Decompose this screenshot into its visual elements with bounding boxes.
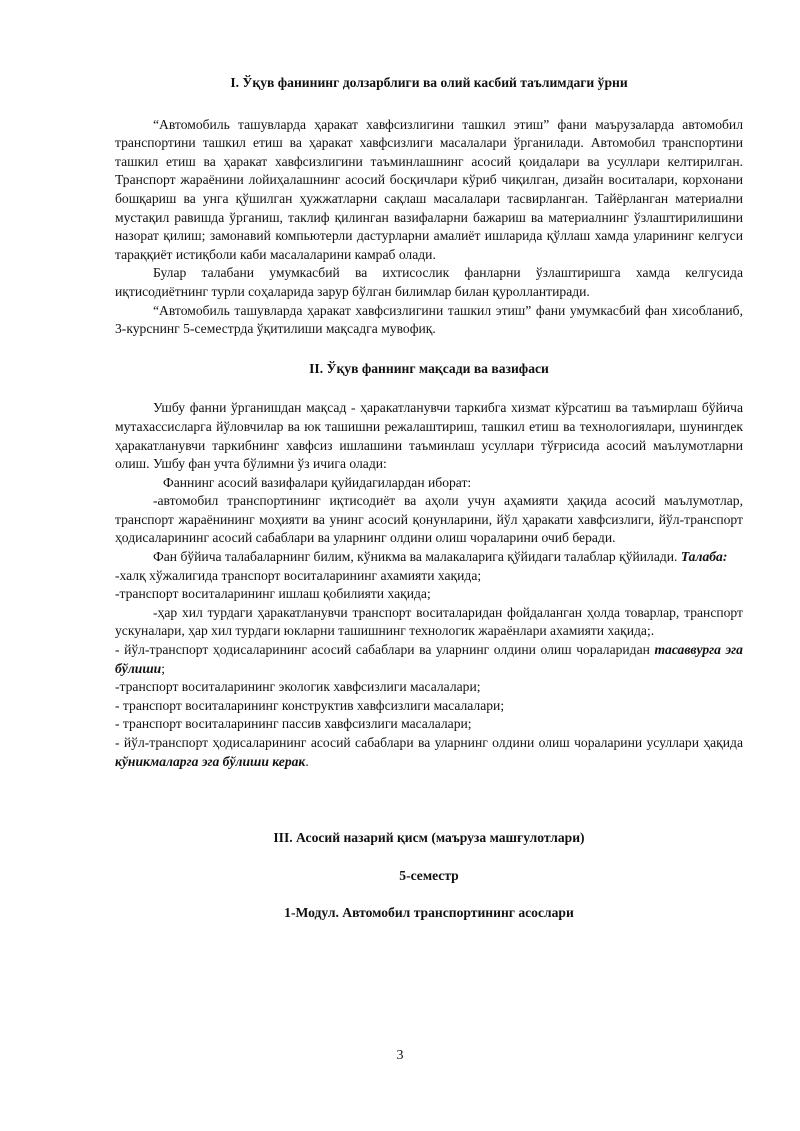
section-2-paragraph-3: -автомобил транспортининг иқтисодиёт ва аҳоли учун аҳамияти ҳақида асосий маълумотлар, транспорт жараёнининг моҳияти ва унинг асосий қонунларини, йўл ҳаракати хавфсизлиги, йўл-транспорт ҳодисаларининг асосий сабаблари ва уларнинг олдини олиш чораларини очиб беради. (115, 493, 743, 546)
section-1-heading: I. Ўқув фанининг долзарблиги ва олий касбий таълимдаги ўрни (230, 75, 628, 90)
section-2-paragraph-4 (115, 548, 743, 567)
list-item-6: - транспорт воситаларининг конструктив хавфсизлиги масалалари; (115, 697, 505, 713)
student-label: Талаба: (680, 549, 728, 565)
list-item-4-end: ; (161, 660, 166, 676)
list-item-8 (115, 734, 743, 771)
list-item-4-emphasis: тасаввурга эга бўлиши (115, 642, 743, 676)
module-heading: 1-Модул. Автомобил транспортининг асослари (284, 905, 574, 921)
list-item-1: -халқ хўжалигида транспорт воситаларининг ахамияти хақида; (115, 567, 482, 583)
list-item-8-emphasis: кўникмаларга эга бўлиши керак (115, 753, 306, 769)
section-1-paragraph-1: “Автомобиль ташувларда ҳаракат хавфсизлигини ташкил этиш” фани маърузаларда автомобил транспортини ташкил етиш ва ҳаракат хавфсизлиги масалалари ўрганилади. Автомобил транспортини ташкил етиш ва ҳаракат хавфсизлигини таъминлашнинг асосий қоидалари ва усуллари келтирилган. Транспорт жараёнини лойиҳалашнинг асосий босқичлари кўриб чиқилган, дизайн воситалари, корхонани бошқариш ва унга қўшилган ҳужжатларни сақлаш масалалари тасвирланган. Тайёрланган материални мустақил равишда ўрганиш, таклиф қилинган вазифаларни бажариш ва материалнинг ўзлаштирилишини назорат қилиш; замонавий компьютерли дастурларни амалиёт ишларида қўллаш хамда уларининг келгуси тараққиёт истиқболи каби масалаларини камраб олади. (115, 116, 743, 262)
list-item-4-text: - йўл-транспорт ҳодисаларининг асосий сабаблари ва уларнинг олдини олиш чораларидан (115, 642, 655, 658)
section-1-paragraph-2: Булар талабани умумкасбий ва ихтисослик фанларни ўзлаштиришга хамда келгусида иқтисодиётнинг турли соҳаларида зарур бўлган билимлар билан қуроллантиради. (115, 265, 743, 299)
section-2-paragraph-2: Фаннинг асосий вазифалари қуйидагилардан иборат: (163, 474, 472, 490)
list-item-3: -ҳар хил турдаги ҳаракатланувчи транспорт воситаларидан фойдаланган ҳолда товарлар, транспорт ускуналари, ҳар хил турдаги юкларни ташишнинг технологик жараёнлари ахамияти хақида;. (115, 604, 743, 639)
document-page (115, 74, 743, 923)
paragraph-4-text: Фан бўйича талабаларнинг билим, кўникма ва малакаларига қўйидаги талаблар қўйилади. (153, 549, 681, 565)
section-2-paragraph-1: Ушбу фанни ўрганишдан мақсад - ҳаракатланувчи таркибга хизмат кўрсатиш ва таъмирлаш бўйича мутахассисларга йўловчилар ва юк ташишни режалаштириш, ташкил етиш ва технологиялари, шунингдек ҳаракатланувчи таркибнинг хавфсиз ишлашини таъминлаш усуллари тўғрисида асосий маълумотларни олиш. Ушбу фан учта бўлимни ўз ичига олади: (115, 400, 743, 472)
list-item-4 (115, 641, 743, 678)
list-item-8-text: - йўл-транспорт ҳодисаларининг асосий сабаблари ва уларнинг олдини олиш чораларини усуллари ҳақида (115, 735, 743, 750)
list-item-7: - транспорт воситаларининг пассив хавфсизлиги масалалари; (115, 716, 472, 732)
section-2-heading: II. Ўқув фаннинг мақсади ва вазифаси (309, 360, 549, 376)
list-item-5: -транспорт воситаларининг экологик хавфсизлиги масалалари; (115, 679, 481, 695)
section-3-heading: III. Асосий назарий қисм (маъруза машғулотлари) (273, 830, 585, 846)
semester-heading: 5-семестр (399, 867, 459, 883)
section-1-paragraph-3: “Автомобиль ташувларда ҳаракат хавфсизлигини ташкил этиш” фани умумкасбий фан хисобланиб, 3-курснинг 5-семестрда ўқитилиши мақсадга мувофиқ. (115, 302, 743, 337)
page-number: 3 (396, 1048, 404, 1063)
list-item-8-end: . (305, 753, 309, 769)
list-item-2: -транспорт воситаларининг ишлаш қобилияти хақида; (115, 586, 431, 602)
